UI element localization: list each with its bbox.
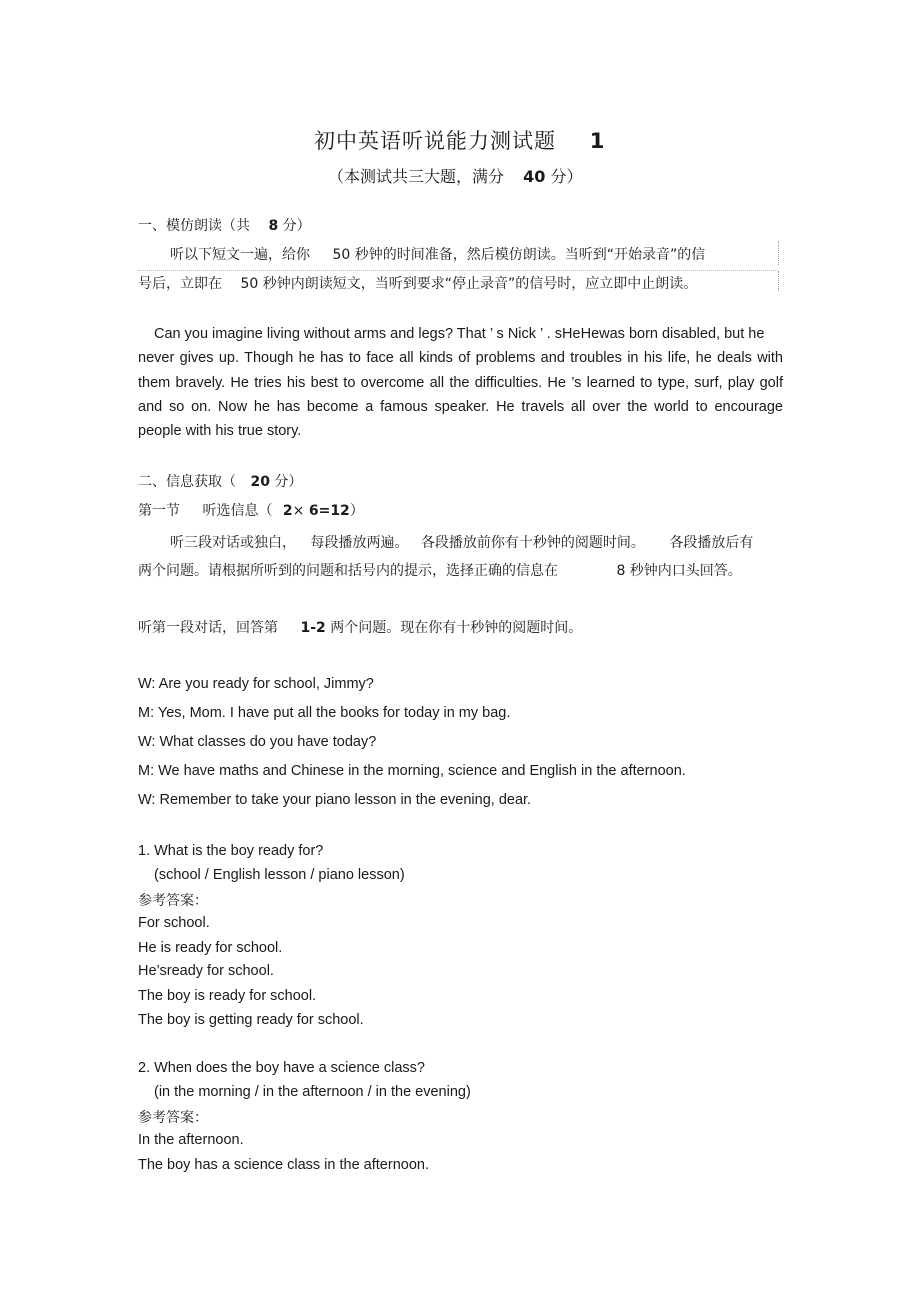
part1-close: ） bbox=[349, 503, 364, 519]
page-subtitle bbox=[328, 164, 582, 187]
section1-heading bbox=[138, 215, 311, 235]
question-2-answer-label: 参考答案： bbox=[138, 1110, 208, 1126]
question-1-answer-label: 参考答案： bbox=[138, 893, 208, 909]
subtitle-prefix: （本测试共三大题，满分 bbox=[328, 167, 505, 186]
part1-formula-b: 6=12 bbox=[308, 503, 350, 519]
question-2: 2. When does the boy have a science class? bbox=[138, 1060, 425, 1076]
section2-instr2-b: 8 秒钟内口头回答。 bbox=[616, 563, 742, 579]
answer-item: He’sready for school. bbox=[138, 963, 274, 979]
question-1-hint: (school / English lesson / piano lesson) bbox=[154, 867, 405, 883]
section1-instruction-line2 bbox=[138, 273, 697, 293]
passage-line-3: them bravely. He tries his best to overcome all the difficulties. He ’s learned to type, surf, play golf bbox=[138, 374, 783, 391]
answer-item: The boy is getting ready for school. bbox=[138, 1012, 364, 1028]
section2-instruction-line1 bbox=[170, 532, 753, 552]
title-number: 1 bbox=[589, 129, 606, 153]
part1-name: 听选信息（ bbox=[202, 503, 273, 519]
dotted-border-right bbox=[778, 241, 779, 265]
section2-instr1-d: 各段播放后有 bbox=[669, 535, 754, 551]
dialogue-line: M: Yes, Mom. I have put all the books for today in my bag. bbox=[138, 705, 511, 721]
section1-instruction-line1 bbox=[170, 244, 705, 264]
listen1-prefix: 听第一段对话，回答第 bbox=[138, 620, 278, 636]
section2-instr1-c: 各段播放前你有十秒钟的阅题时间。 bbox=[420, 535, 645, 551]
dotted-border-middle bbox=[138, 270, 778, 271]
question-2-hint: (in the morning / in the afternoon / in the evening) bbox=[154, 1084, 471, 1100]
subtitle-suffix: 分） bbox=[550, 167, 583, 186]
section2-heading bbox=[138, 471, 302, 491]
section2-heading-score: 20 bbox=[250, 474, 270, 490]
listen1-question-range: 1-2 bbox=[300, 620, 326, 636]
section2-instr1-b: 每段播放两遍。 bbox=[310, 535, 409, 551]
dialogue-line: M: We have maths and Chinese in the morning, science and English in the afternoon. bbox=[138, 763, 686, 779]
dialogue-line: W: Are you ready for school, Jimmy? bbox=[138, 676, 374, 692]
section1-instr1-b: 50 秒钟的时间准备，然后模仿朗读。当听到“开始录音”的信 bbox=[332, 247, 706, 263]
answer-item: For school. bbox=[138, 915, 210, 931]
passage-line-1: Can you imagine living without arms and legs? That ’ s Nick ’ . sHeHewas born disabled, but he bbox=[154, 326, 765, 342]
listen-first-dialogue bbox=[138, 617, 582, 637]
reading-passage bbox=[138, 322, 783, 443]
section2-instruction-line2 bbox=[138, 560, 742, 580]
part1-label: 第一节 bbox=[138, 503, 180, 519]
subtitle-score: 40 bbox=[523, 167, 546, 186]
section2-instr1-a: 听三段对话或独白， bbox=[170, 535, 296, 551]
section1-instr2-b: 50 秒钟内朗读短文，当听到要求“停止录音”的信号时，应立即中止朗读。 bbox=[240, 276, 698, 292]
title-text: 初中英语听说能力测试题 bbox=[314, 129, 556, 153]
answer-item: He is ready for school. bbox=[138, 940, 283, 956]
passage-line-2: never gives up. Though he has to face all kinds of problems and troubles in his life, he deals with bbox=[138, 350, 783, 367]
section1-instr2-a: 号后，立即在 bbox=[138, 276, 222, 292]
section1-heading-suffix: 分） bbox=[282, 218, 311, 234]
dialogue-line: W: Remember to take your piano lesson in the evening, dear. bbox=[138, 792, 532, 808]
part1-heading bbox=[138, 500, 364, 520]
dotted-border-right-lower bbox=[778, 271, 779, 291]
page-title bbox=[314, 125, 605, 155]
section1-instr1-a: 听以下短文一遍，给你 bbox=[170, 247, 310, 263]
passage-line-5: people with his true story. bbox=[138, 423, 302, 440]
section1-heading-score: 8 bbox=[268, 218, 279, 234]
part1-formula-a: 2 bbox=[282, 503, 293, 519]
answer-item: The boy has a science class in the afternoon. bbox=[138, 1157, 429, 1173]
dialogue-line: W: What classes do you have today? bbox=[138, 734, 377, 750]
passage-line-4: and so on. Now he has become a famous speaker. He travels all over the world to encourage bbox=[138, 398, 783, 415]
section2-heading-suffix: 分） bbox=[274, 474, 303, 490]
question-1: 1. What is the boy ready for? bbox=[138, 843, 324, 859]
section1-heading-prefix: 一、模仿朗读（共 bbox=[138, 218, 250, 234]
part1-times: × bbox=[292, 503, 305, 519]
answer-item: The boy is ready for school. bbox=[138, 988, 317, 1004]
listen1-suffix: 两个问题。现在你有十秒钟的阅题时间。 bbox=[330, 620, 583, 636]
section2-heading-prefix: 二、信息获取（ bbox=[138, 474, 236, 490]
section2-instr2-a: 两个问题。请根据所听到的问题和括号内的提示，选择正确的信息在 bbox=[138, 563, 558, 579]
answer-item: In the afternoon. bbox=[138, 1132, 244, 1148]
